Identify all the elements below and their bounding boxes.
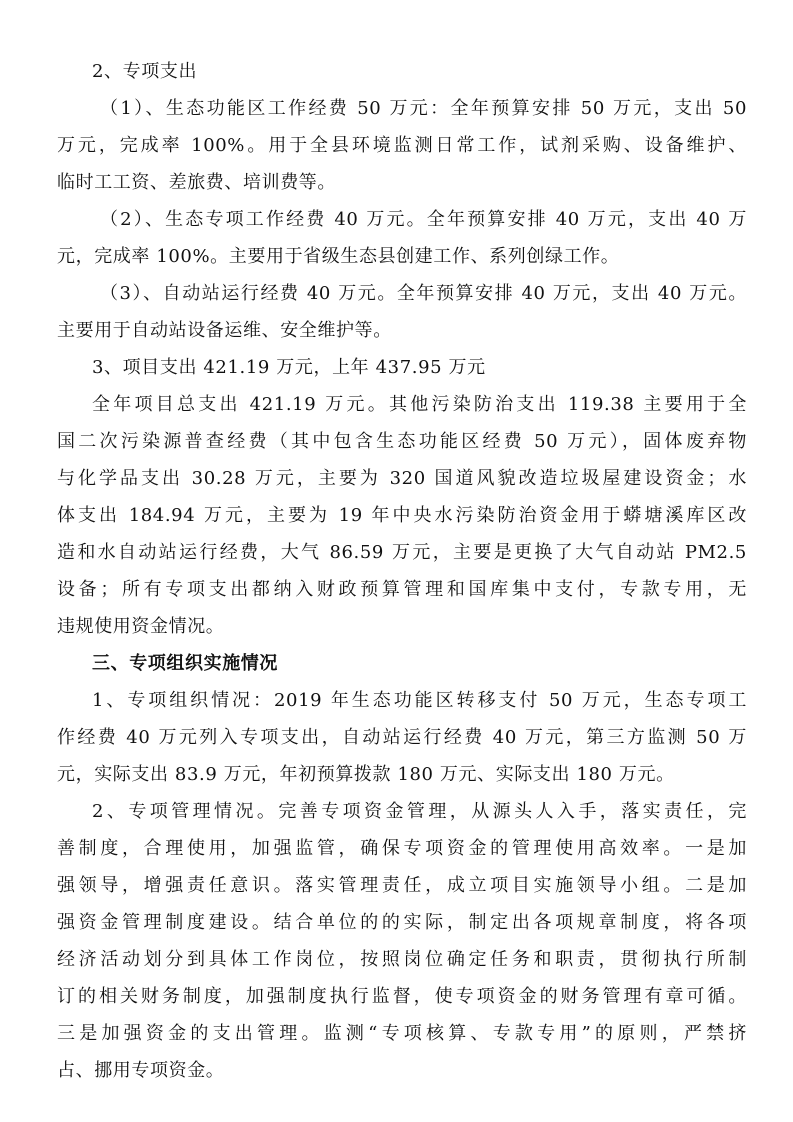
paragraph-line: 与化学品支出 30.28 万元，主要为 320 国道风貌改造垃圾屋建设资金；水 <box>57 468 747 489</box>
paragraph-line: 主要用于自动站设备运维、安全维护等。 <box>57 320 392 341</box>
paragraph-line: 体支出 184.94 万元，主要为 19 年中央水污染防治资金用于蟒塘溪库区改 <box>57 505 747 526</box>
subheading-project-expenditure: 3、项目支出 421.19 万元，上年 437.95 万元 <box>92 357 486 378</box>
paragraph-line: 占、挪用专项资金。 <box>57 1060 225 1081</box>
paragraph-line: （1）、生态功能区工作经费 50 万元：全年预算安排 50 万元，支出 50 <box>100 98 747 119</box>
paragraph-line: 国二次污染源普查经费（其中包含生态功能区经费 50 万元），固体废弃物 <box>57 431 747 452</box>
paragraph-line: 善制度，合理使用，加强监管，确保专项资金的管理使用高效率。一是加 <box>57 838 747 859</box>
paragraph-line: 订的相关财务制度，加强制度执行监督，使专项资金的财务管理有章可循。 <box>57 986 747 1007</box>
paragraph-line: 经济活动划分到具体工作岗位，按照岗位确定任务和职责，贯彻执行所制 <box>57 949 747 970</box>
paragraph-line: 元，实际支出 83.9 万元，年初预算拨款 180 万元、实际支出 180 万元。 <box>57 764 675 785</box>
paragraph-line: 设备；所有专项支出都纳入财政预算管理和国库集中支付，专款专用，无 <box>57 579 747 600</box>
paragraph-line: （2）、生态专项工作经费 40 万元。全年预算安排 40 万元，支出 40 万 <box>100 209 747 230</box>
paragraph-line: 造和水自动站运行经费，大气 86.59 万元，主要是更换了大气自动站 PM2.5 <box>57 542 747 563</box>
paragraph-line: 全年项目总支出 421.19 万元。其他污染防治支出 119.38 主要用于全 <box>92 394 747 415</box>
paragraph-line: 元，完成率 100%。主要用于省级生态县创建工作、系列创绿工作。 <box>57 246 620 267</box>
subheading-special-expenditure: 2、专项支出 <box>92 61 198 82</box>
section-heading: 三、专项组织实施情况 <box>92 653 278 674</box>
paragraph-line: 2、专项管理情况。完善专项资金管理，从源头人入手，落实责任，完 <box>92 801 747 822</box>
paragraph-line: 万元，完成率 100%。用于全县环境监测日常工作，试剂采购、设备维护、 <box>57 135 747 156</box>
paragraph-line: 作经费 40 万元列入专项支出，自动站运行经费 40 万元，第三方监测 50 万 <box>57 727 747 748</box>
paragraph-line: 临时工工资、差旅费、培训费等。 <box>57 172 336 193</box>
paragraph-line: 强领导，增强责任意识。落实管理责任，成立项目实施领导小组。二是加 <box>57 875 747 896</box>
paragraph-line: 强资金管理制度建设。结合单位的的实际，制定出各项规章制度，将各项 <box>57 912 747 933</box>
paragraph-line: 违规使用资金情况。 <box>57 616 225 637</box>
paragraph-line: 1、专项组织情况：2019 年生态功能区转移支付 50 万元，生态专项工 <box>92 690 747 711</box>
paragraph-line: （3）、自动站运行经费 40 万元。全年预算安排 40 万元，支出 40 万元。 <box>100 283 747 304</box>
paragraph-line: 三是加强资金的支出管理。监测“专项核算、专款专用”的原则，严禁挤 <box>57 1023 747 1044</box>
